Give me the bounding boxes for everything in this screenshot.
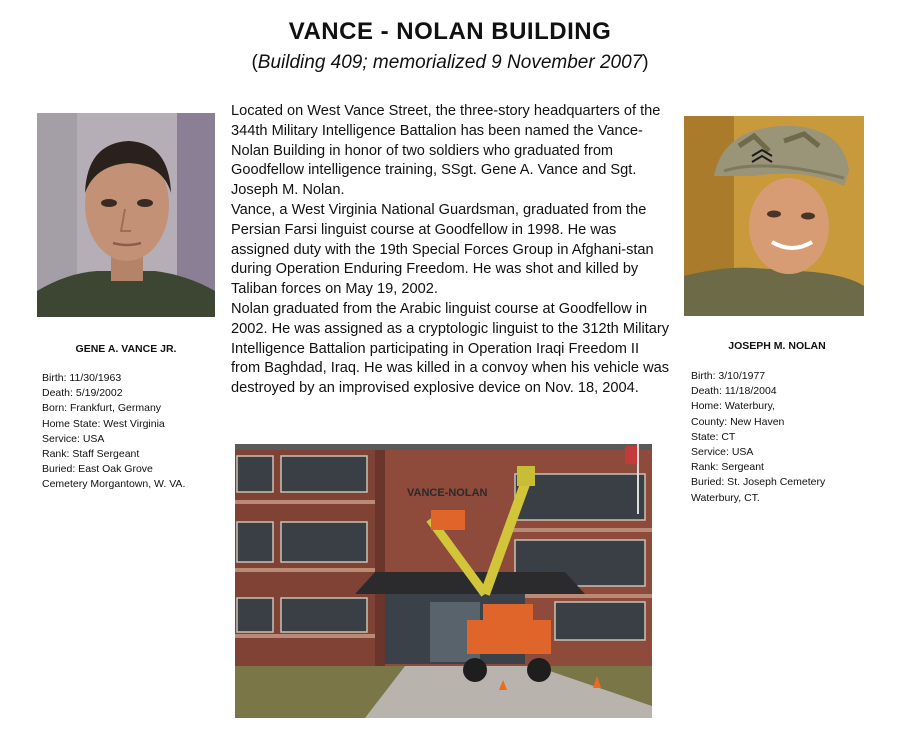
right-profile-name: JOSEPH M. NOLAN (728, 340, 826, 352)
fact-line: Death: 11/18/2004 (691, 385, 777, 398)
fact-line: County: New Haven (691, 415, 785, 428)
left-profile-facts (42, 371, 185, 493)
page-subtitle: (Building 409; memorialized 9 November 2007) (251, 52, 649, 73)
portrait-joseph-nolan (684, 116, 864, 316)
paragraph-vance: Vance, a West Virginia National Guardsman, graduated from the Persian Farsi linguist course at Goodfellow in 1998. He was assigned duty with the 19th Special Forces Group in Afghani-stan during Operation Enduring Freedom. He was shot and killed by Taliban forces on May 19, 2002. (231, 201, 654, 298)
building-photo (235, 444, 652, 718)
fact-line: Buried: East Oak Grove (42, 463, 153, 476)
left-profile-name: GENE A. VANCE JR. (75, 343, 177, 355)
paragraph-nolan: Nolan graduated from the Arabic linguist course at Goodfellow in 2002. He was assigned as a cryptologic linguist to the 312th Military Intelligence Battalion participating in Operation Iraqi Freedom II from Baghdad, Iraq. He was killed in a convoy when his vehicle was destroyed by an improvised explosive device on Nov. 18, 2004. (231, 300, 670, 397)
paragraph-intro: Located on West Vance Street, the three-story headquarters of the 344th Military Intelligence Battalion has been named the Vance-Nolan Building in honor of two soldiers who graduated from Goodfellow intelligence training, SSgt. Gene A. Vance and Sgt. Joseph M. Nolan. (231, 103, 661, 199)
building-sign-text: VANCE-NOLAN (407, 487, 488, 499)
portrait-gene-vance (37, 113, 215, 317)
right-profile-facts (691, 369, 825, 506)
fact-line: Birth: 3/10/1977 (691, 370, 766, 382)
fact-line: Cemetery Morgantown, W. VA. (42, 478, 186, 491)
fact-line: Home State: West Virginia (42, 417, 165, 430)
subtitle-text: Building 409; memorialized 9 November 2007 (257, 52, 643, 73)
fact-line: Home: Waterbury, (691, 400, 776, 413)
fact-line: State: CT (691, 430, 736, 443)
fact-line: Service: USA (42, 432, 105, 445)
fact-line: Birth: 11/30/1963 (42, 372, 122, 384)
fact-line: Death: 5/19/2002 (42, 387, 123, 400)
article-body (231, 102, 671, 399)
fact-line: Service: USA (691, 446, 754, 459)
fact-line: Buried: St. Joseph Cemetery (691, 476, 826, 489)
fact-line: Born: Frankfurt, Germany (42, 402, 162, 415)
fact-line: Rank: Staff Sergeant (42, 448, 140, 461)
page-title: VANCE - NOLAN BUILDING (288, 18, 612, 45)
fact-line: Rank: Sergeant (691, 461, 764, 474)
fact-line: Waterbury, CT. (691, 491, 760, 504)
